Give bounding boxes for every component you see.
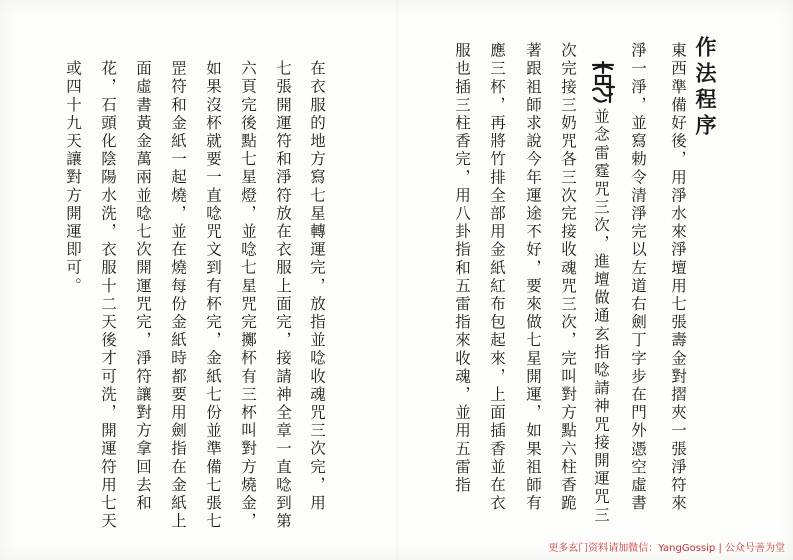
footer-watermark: 更多玄门资料请加微信：YangGossip | 公众号善为堂	[548, 543, 785, 554]
right-text-line-5: 著跟祖師求說今年運途不好，要來做七星開運，如果祖師有	[524, 42, 542, 513]
left-text-line-3: 六頁完後點七星燈，並唸七星咒完擲杯有三杯叫對方燒金，	[239, 60, 257, 531]
book-spine	[396, 0, 398, 560]
left-text-line-8: 或四十九天讓對方開運即可。	[64, 60, 82, 296]
left-text-line-6: 面虛書黃金萬兩並唸七次開運咒完，淨符讓對方拿回去和	[134, 60, 152, 513]
right-text-line-6: 應三杯，再將竹排全部用金紙紅布包起來，上面插香並在衣	[488, 42, 506, 513]
left-text-line-2: 七張開運符和淨符放在衣服上面完，接請神全章一直唸到第	[274, 60, 292, 531]
left-text-line-5: 罡符和金紙一起燒，並在燒每份金紙時都要用劍指在金紙上	[169, 60, 187, 531]
right-text-line-1: 東西準備好後，用淨水來淨壇用七張壽金對摺夾一張淨符來	[669, 42, 687, 513]
right-text-line-7: 服也插三柱香完，用八卦指和五雷指來收魂，並用五雷指	[453, 42, 471, 495]
left-text-line-4: 如果沒杯就要一直唸咒文到有杯完，金紙七份並準備七張七	[204, 60, 222, 531]
section-heading: 作法程序	[693, 36, 718, 140]
right-text-line-3: 並念雷霆咒三次，進壇做通玄指唸請神咒接開運咒三	[592, 108, 610, 525]
right-text-line-2: 淨一淨，並寫勅令清淨完以左道右劍丁字步在門外憑空虛書	[629, 42, 647, 513]
left-text-line-7: 花，石頭化陰陽水洗，衣服十二天後才可洗，開運符用七天	[99, 60, 117, 531]
right-text-line-4: 次完接三奶咒各三次完接收魂咒三次，完叫對方點六柱香跪	[559, 42, 577, 513]
talisman-glyph-icon	[590, 60, 616, 104]
left-text-line-1: 在衣服的地方寫七星轉運完，放指並唸收魂咒三次完，用	[308, 60, 326, 513]
